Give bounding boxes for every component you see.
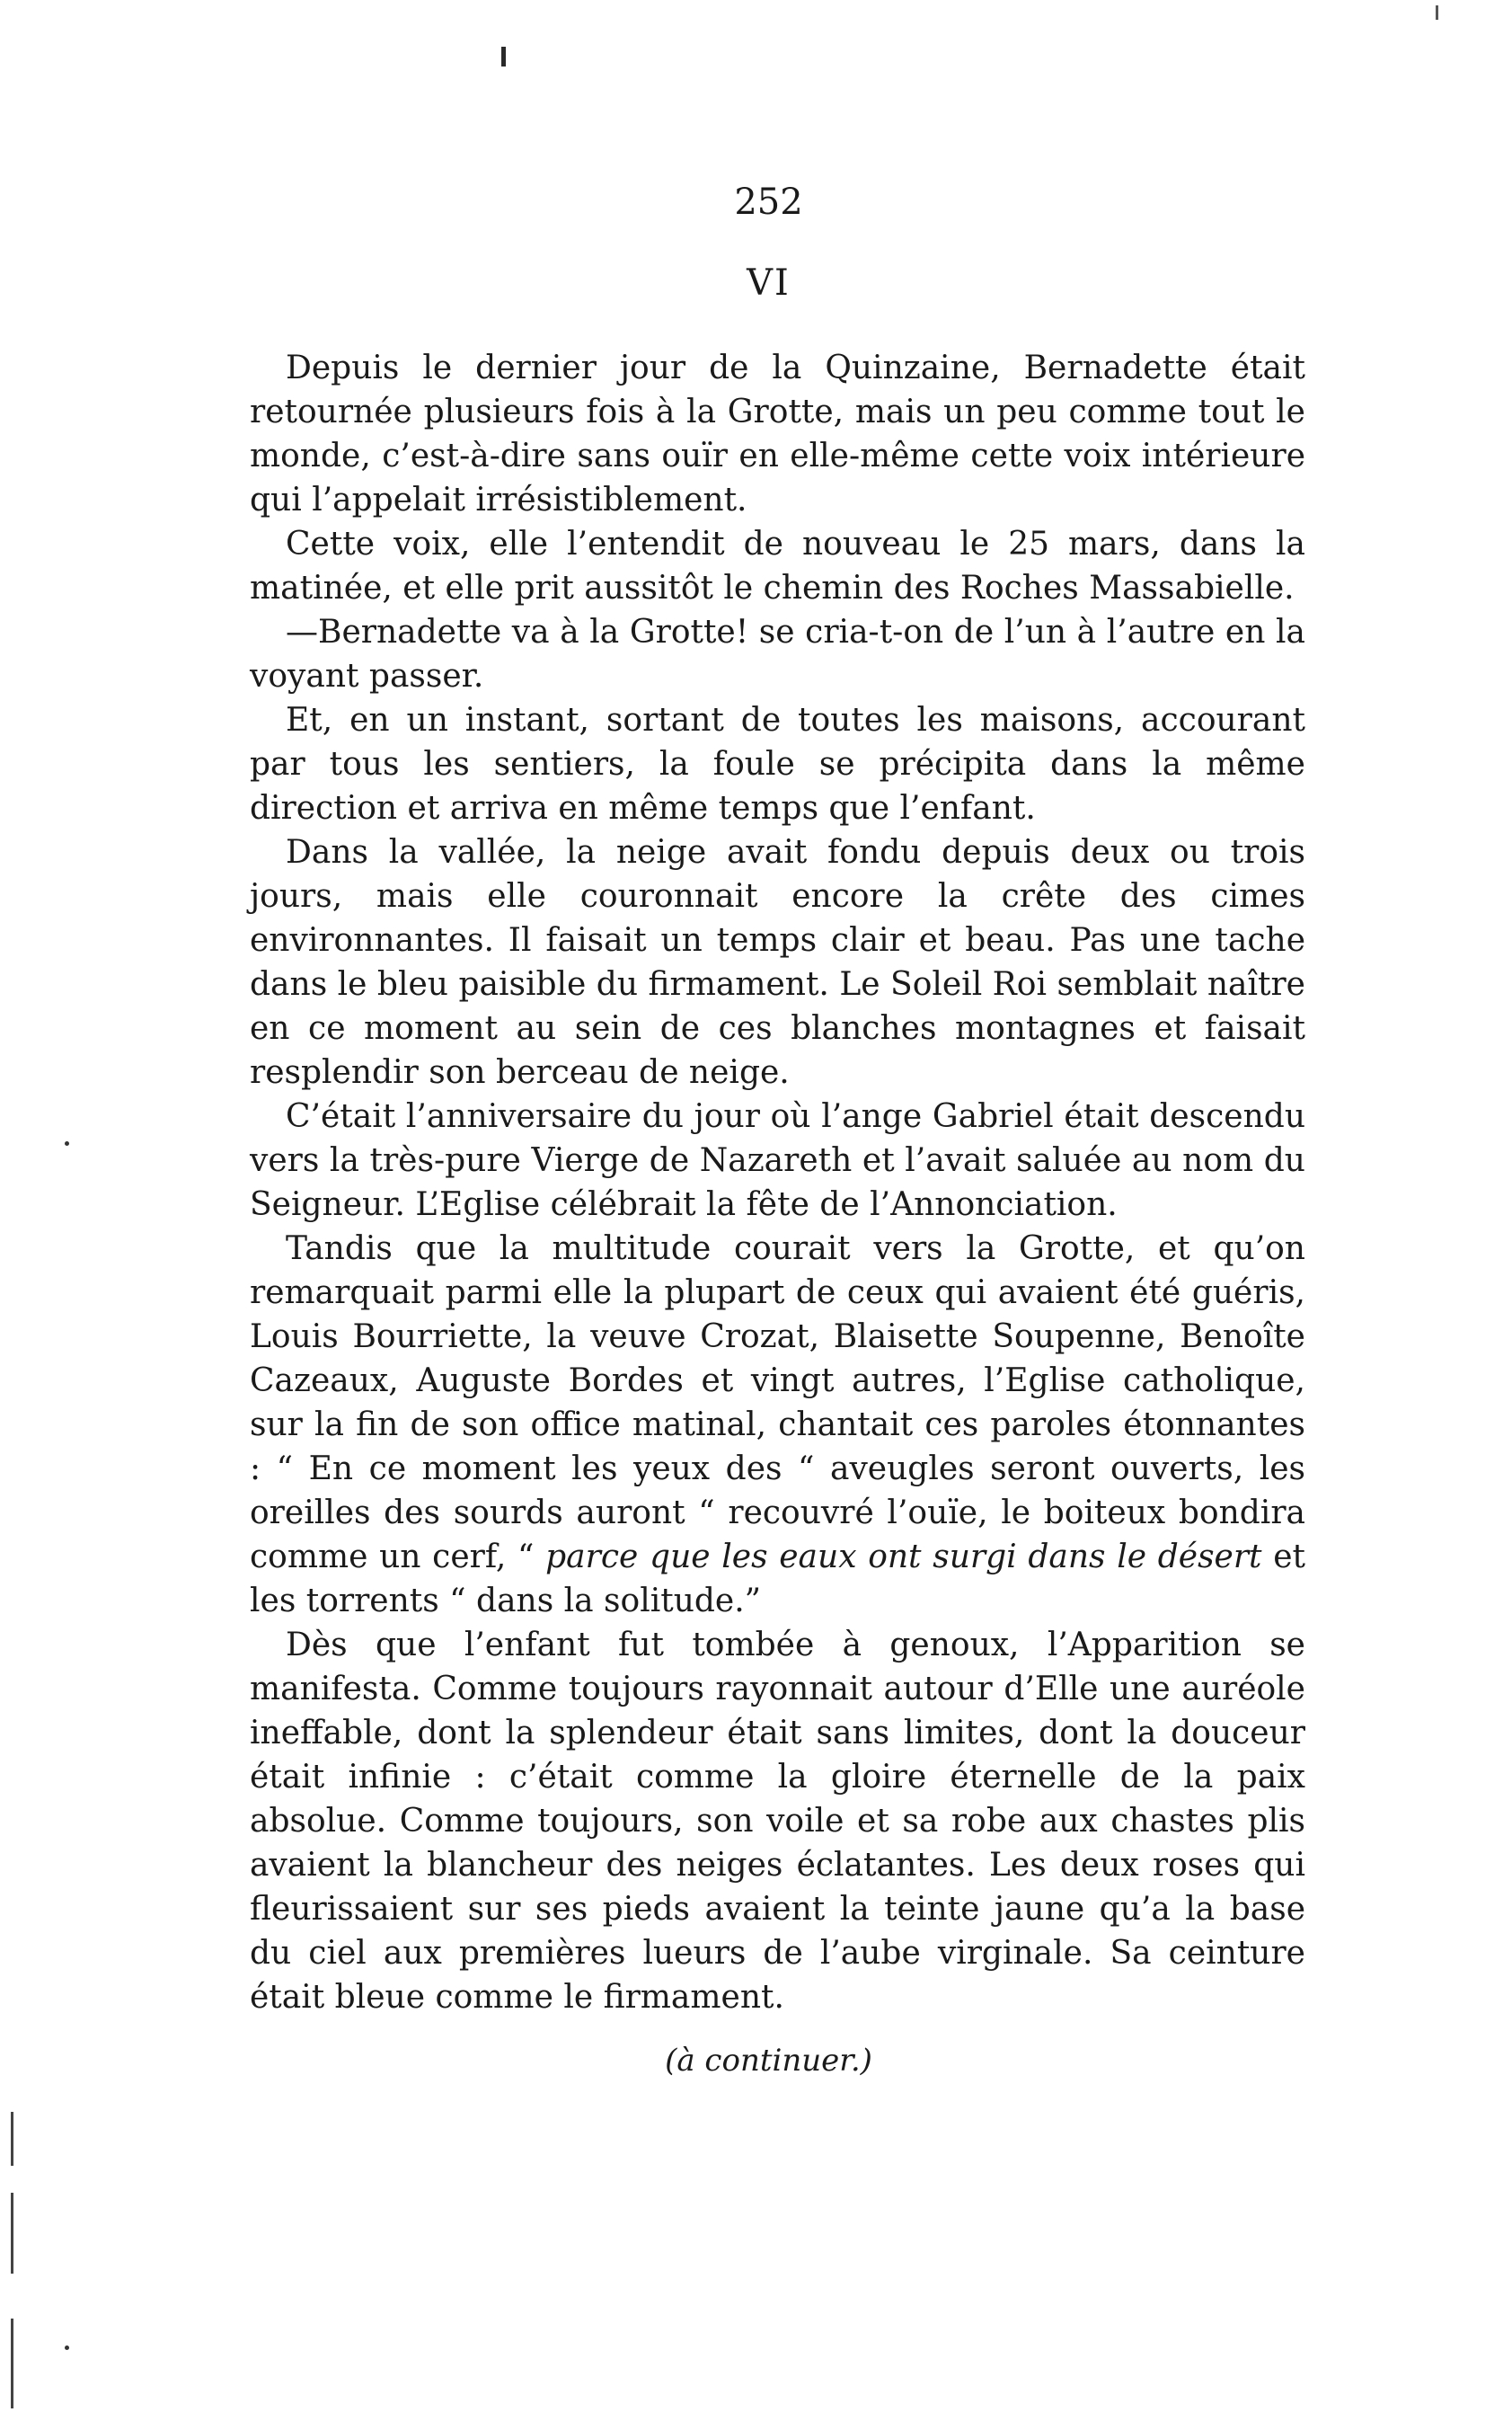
scan-mark <box>501 47 506 67</box>
book-page <box>250 175 1305 2079</box>
continuation-note: (à continuer.) <box>665 2043 872 2079</box>
scan-mark <box>11 2193 13 2274</box>
paragraph-text: et les torrents “ dans la solitude.” <box>250 1539 1305 1619</box>
paragraph: Et, en un instant, sortant de toutes les maisons, accourant par tous les sentiers, la foule se précipita dans la même direction et arriva en même temps que l’enfant. <box>250 702 1305 827</box>
scan-mark <box>65 1141 69 1146</box>
paragraph <box>250 1227 1305 1623</box>
scan-mark <box>11 2112 13 2166</box>
paragraph: Dès que l’enfant fut tombée à genoux, l’Apparition se manifesta. Comme toujours rayonnait autour d’Elle une auréole ineffable, dont la splendeur était sans limites, dont la douceur était infinie : c’était comme la gloire éternelle de la paix absolue. Comme toujours, son voile et sa robe aux chastes plis avaient la blancheur des neiges éclatantes. Les deux roses qui fleurissaient sur ses pieds avaient la teinte jaune qu’a la base du ciel aux premières lueurs de l’aube virginale. Sa ceinture était bleue comme le firmament. <box>250 1627 1305 2016</box>
paragraph: C’était l’anniversaire du jour où l’ange Gabriel était descendu vers la très-pure Vierge de Nazareth et l’avait saluée au nom du Seigneur. L’Eglise célébrait la fête de l’Annonciation. <box>250 1098 1305 1223</box>
italic-quote: parce que les eaux ont surgi dans le désert <box>545 1539 1262 1575</box>
scan-mark <box>1436 5 1438 20</box>
page-number: 252 <box>734 182 803 223</box>
paragraph: —Bernadette va à la Grotte! se cria-t-on de l’un à l’autre en la voyant passer. <box>250 614 1305 695</box>
paragraph: Dans la vallée, la neige avait fondu depuis deux ou trois jours, mais elle couronnait encore la crête des cimes environnantes. Il faisait un temps clair et beau. Pas une tache dans le bleu paisible du firmament. Le Soleil Roi semblait naître en ce moment au sein de ces blanches montagnes et faisait resplendir son berceau de neige. <box>250 834 1305 1091</box>
scan-mark <box>11 2319 13 2408</box>
section-heading: VI <box>747 262 791 304</box>
body-text <box>250 346 1305 2019</box>
paragraph-text: Tandis que la multitude courait vers la Grotte, et qu’on remarquait parmi elle la plupart de ceux qui avaient été guéris, Louis Bourriette, la veuve Crozat, Blaisette Soupenne, Benoîte Cazeaux, Auguste Bordes et vingt autres, l’Eglise catholique, sur la fin de son office matinal, chantait ces paroles étonnantes : “ En ce moment les yeux des “ aveugles seront ouverts, les oreilles des sourds auront “ recouvré l’ouïe, le boiteux bondira comme un cerf, “ <box>250 1230 1305 1575</box>
paragraph: Depuis le dernier jour de la Quinzaine, Bernadette était retournée plusieurs fois à la Grotte, mais un peu comme tout le monde, c’est-à-dire sans ouïr en elle-même cette voix intérieure qui l’appelait irrésistiblement. <box>250 350 1305 519</box>
paragraph: Cette voix, elle l’entendit de nouveau le 25 mars, dans la matinée, et elle prit aussitôt le chemin des Roches Massabielle. <box>250 526 1305 607</box>
scan-mark <box>65 2346 69 2350</box>
